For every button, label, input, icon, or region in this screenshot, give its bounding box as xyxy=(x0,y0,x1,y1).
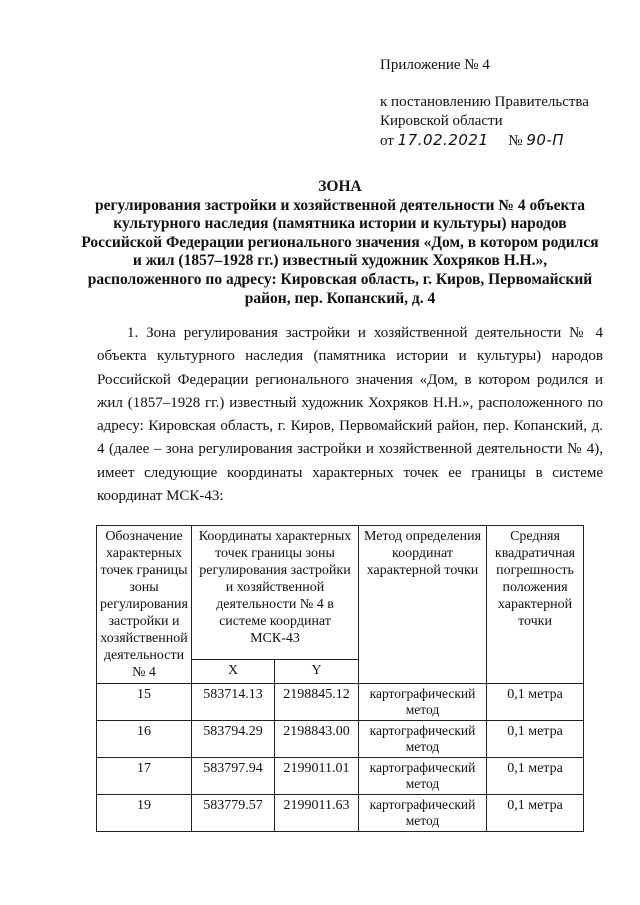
header-y: Y xyxy=(275,660,359,684)
cell-method: картографический метод xyxy=(359,721,487,758)
table-header-row xyxy=(97,526,584,660)
cell-method: картографический метод xyxy=(359,758,487,795)
cell-y: 2199011.63 xyxy=(275,795,359,832)
header-x: X xyxy=(192,660,275,684)
cell-point: 16 xyxy=(97,721,192,758)
paragraph-1: 1. Зона регулирования застройки и хозяйственной деятельности № 4 объекта культурного наследия (памятника истории и культуры) народов Российской Федерации регионального значения «Дом, в котором родился и жил (1857–1928 гг.) известный художник Хохряков Н.Н.», расположенного по адресу: Кировская область, г. Киров, Первомайский район, пер. Копанский, д. 4 (далее – зона регулирования застройки и хозяйственной деятельности № 4), имеет следующие координаты характерных точек ее границы в системе координат МСК-43: xyxy=(97,325,603,505)
cell-x: 583714.13 xyxy=(192,684,275,721)
table-row xyxy=(97,795,584,832)
cell-y: 2199011.01 xyxy=(275,758,359,795)
header-error: Средняя квадратичная погрешность положения характерной точки xyxy=(487,526,584,684)
table-row xyxy=(97,684,584,721)
appendix-label: Приложение № 4 xyxy=(380,57,490,73)
header-point: Обозначение характерных точек границы зоны регулирования застройки и хозяйственной деятельности № 4 xyxy=(97,526,192,684)
heading-title: ЗОНА xyxy=(318,178,362,195)
decree-line-2: Кировской области xyxy=(380,113,503,129)
handwritten-number: 90-П xyxy=(526,131,565,149)
table-body xyxy=(97,684,584,832)
header-method: Метод определения координат характерной точки xyxy=(359,526,487,684)
handwritten-date: 17.02.2021 xyxy=(397,131,489,149)
cell-x: 583779.57 xyxy=(192,795,275,832)
cell-x: 583797.94 xyxy=(192,758,275,795)
cell-x: 583794.29 xyxy=(192,721,275,758)
header-coordinates: Координаты характерных точек границы зоны регулирования застройки и хозяйственной деятельности № 4 в системе координат МСК-43 xyxy=(192,526,359,660)
cell-error: 0,1 метра xyxy=(487,758,584,795)
table-row xyxy=(97,758,584,795)
coordinates-table xyxy=(96,525,584,832)
table-row xyxy=(97,721,584,758)
number-prefix: № xyxy=(508,133,523,149)
cell-point: 19 xyxy=(97,795,192,832)
decree-line-1: к постановлению Правительства xyxy=(380,94,589,110)
cell-method: картографический метод xyxy=(359,795,487,832)
cell-point: 17 xyxy=(97,758,192,795)
heading-body: регулирования застройки и хозяйственной деятельности № 4 объекта культурного наследия (памятника истории и культуры) народов Российской Федерации регионального значения «Дом, в котором родился и жил (1857–1928 гг.) известный художник Хохряков Н.Н.», расположенного по адресу: Кировская область, г. Киров, Первомайский район, пер. Копанский, д. 4 xyxy=(81,196,599,307)
date-prefix: от xyxy=(380,133,394,149)
cell-y: 2198845.12 xyxy=(275,684,359,721)
cell-error: 0,1 метра xyxy=(487,684,584,721)
cell-error: 0,1 метра xyxy=(487,795,584,832)
decree-date-line xyxy=(380,131,610,151)
decree-reference xyxy=(380,93,610,151)
cell-y: 2198843.00 xyxy=(275,721,359,758)
cell-error: 0,1 метра xyxy=(487,721,584,758)
document-heading xyxy=(80,178,600,308)
cell-point: 15 xyxy=(97,684,192,721)
cell-method: картографический метод xyxy=(359,684,487,721)
